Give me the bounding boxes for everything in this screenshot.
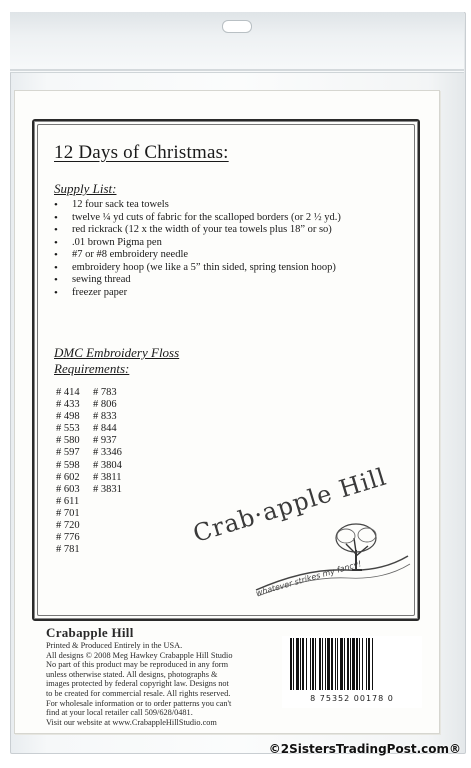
dmc-heading-line1: DMC Embroidery Floss bbox=[54, 345, 180, 360]
floss-number: # 3346 bbox=[93, 447, 122, 459]
supply-item: • twelve ¼ yd cuts of fabric for the scalloped borders (or 2 ½ yd.) bbox=[54, 212, 341, 225]
footer-line: Printed & Produced Entirely in the USA. bbox=[46, 641, 183, 650]
floss-number: # 844 bbox=[93, 423, 117, 435]
dmc-floss-heading bbox=[54, 345, 179, 377]
floss-number: # 580 bbox=[56, 435, 80, 447]
footer-line: unless otherwise stated. All designs, photographs & bbox=[46, 669, 218, 679]
floss-number: # 720 bbox=[56, 520, 80, 532]
supply-item: • embroidery hoop (we like a 5” thin sided, spring tension hoop) bbox=[54, 262, 341, 275]
floss-number: # 611 bbox=[56, 495, 80, 507]
floss-number: # 598 bbox=[56, 459, 80, 471]
upc-barcode bbox=[282, 636, 422, 708]
floss-number: # 783 bbox=[93, 387, 117, 398]
floss-column-2 bbox=[93, 387, 122, 496]
pattern-title: 12 Days of Christmas: bbox=[54, 142, 229, 163]
floss-number: # 3831 bbox=[93, 483, 122, 495]
footer-line: No part of this product may be reproduced in any form bbox=[46, 660, 229, 670]
supply-item: • .01 brown Pigma pen bbox=[54, 237, 341, 250]
supply-list bbox=[54, 199, 341, 299]
dmc-heading-line2: Requirements: bbox=[54, 361, 130, 376]
floss-number: # 806 bbox=[93, 399, 117, 411]
logo-tagline: whatever strikes my fancy! bbox=[254, 559, 363, 598]
footer-line: images protected by federal copyright law. Designs not bbox=[46, 679, 229, 689]
footer-line: to be created for commercial resale. All rights reserved. bbox=[46, 688, 231, 698]
floss-number: # 701 bbox=[56, 507, 80, 519]
supply-item: • 12 four sack tea towels bbox=[54, 199, 341, 212]
floss-number: # 602 bbox=[56, 471, 80, 483]
crabapple-hill-logo bbox=[189, 462, 412, 608]
barcode-number: 8 75352 00178 0 bbox=[310, 694, 394, 703]
floss-number: # 603 bbox=[56, 483, 80, 495]
barcode-bars bbox=[288, 638, 416, 694]
watermark: ©2SistersTradingPost.com® bbox=[268, 742, 461, 756]
supply-item: • sewing thread bbox=[54, 274, 341, 287]
floss-number: # 937 bbox=[93, 435, 117, 447]
supply-list-heading: Supply List: bbox=[54, 181, 117, 196]
floss-number: # 597 bbox=[56, 447, 80, 459]
supply-item: • red rickrack (12 x the width of your tea towels plus 18” or so) bbox=[54, 224, 341, 237]
floss-number: # 3804 bbox=[93, 459, 122, 471]
footer-line: find at your local retailer call 509/628/0481. bbox=[46, 708, 193, 718]
footer-brand: Crabapple Hill bbox=[46, 625, 134, 640]
floss-column-1 bbox=[56, 387, 80, 556]
floss-number: # 781 bbox=[56, 544, 80, 556]
footer-line: Visit our website at www.CrabappleHillStudio.com bbox=[46, 717, 217, 727]
floss-number: # 414 bbox=[56, 387, 80, 398]
footer-line: All designs © 2008 Meg Hawkey Crabapple Hill Studio bbox=[46, 650, 233, 660]
floss-number: # 3811 bbox=[93, 471, 122, 483]
footer-line: For wholesale information or to order patterns you can't bbox=[46, 698, 232, 708]
supply-item: • #7 or #8 embroidery needle bbox=[54, 249, 341, 262]
floss-number: # 498 bbox=[56, 411, 80, 423]
floss-number: # 833 bbox=[93, 411, 117, 423]
logo-wordmark: Crab·apple Hill bbox=[189, 462, 390, 548]
floss-number: # 433 bbox=[56, 399, 80, 411]
sleeve-seal-line bbox=[10, 69, 464, 71]
floss-number: # 776 bbox=[56, 532, 80, 544]
floss-number: # 553 bbox=[56, 423, 80, 435]
hang-hole bbox=[222, 20, 252, 33]
footer-copyright-text bbox=[46, 641, 233, 727]
supply-item: • freezer paper bbox=[54, 287, 341, 300]
